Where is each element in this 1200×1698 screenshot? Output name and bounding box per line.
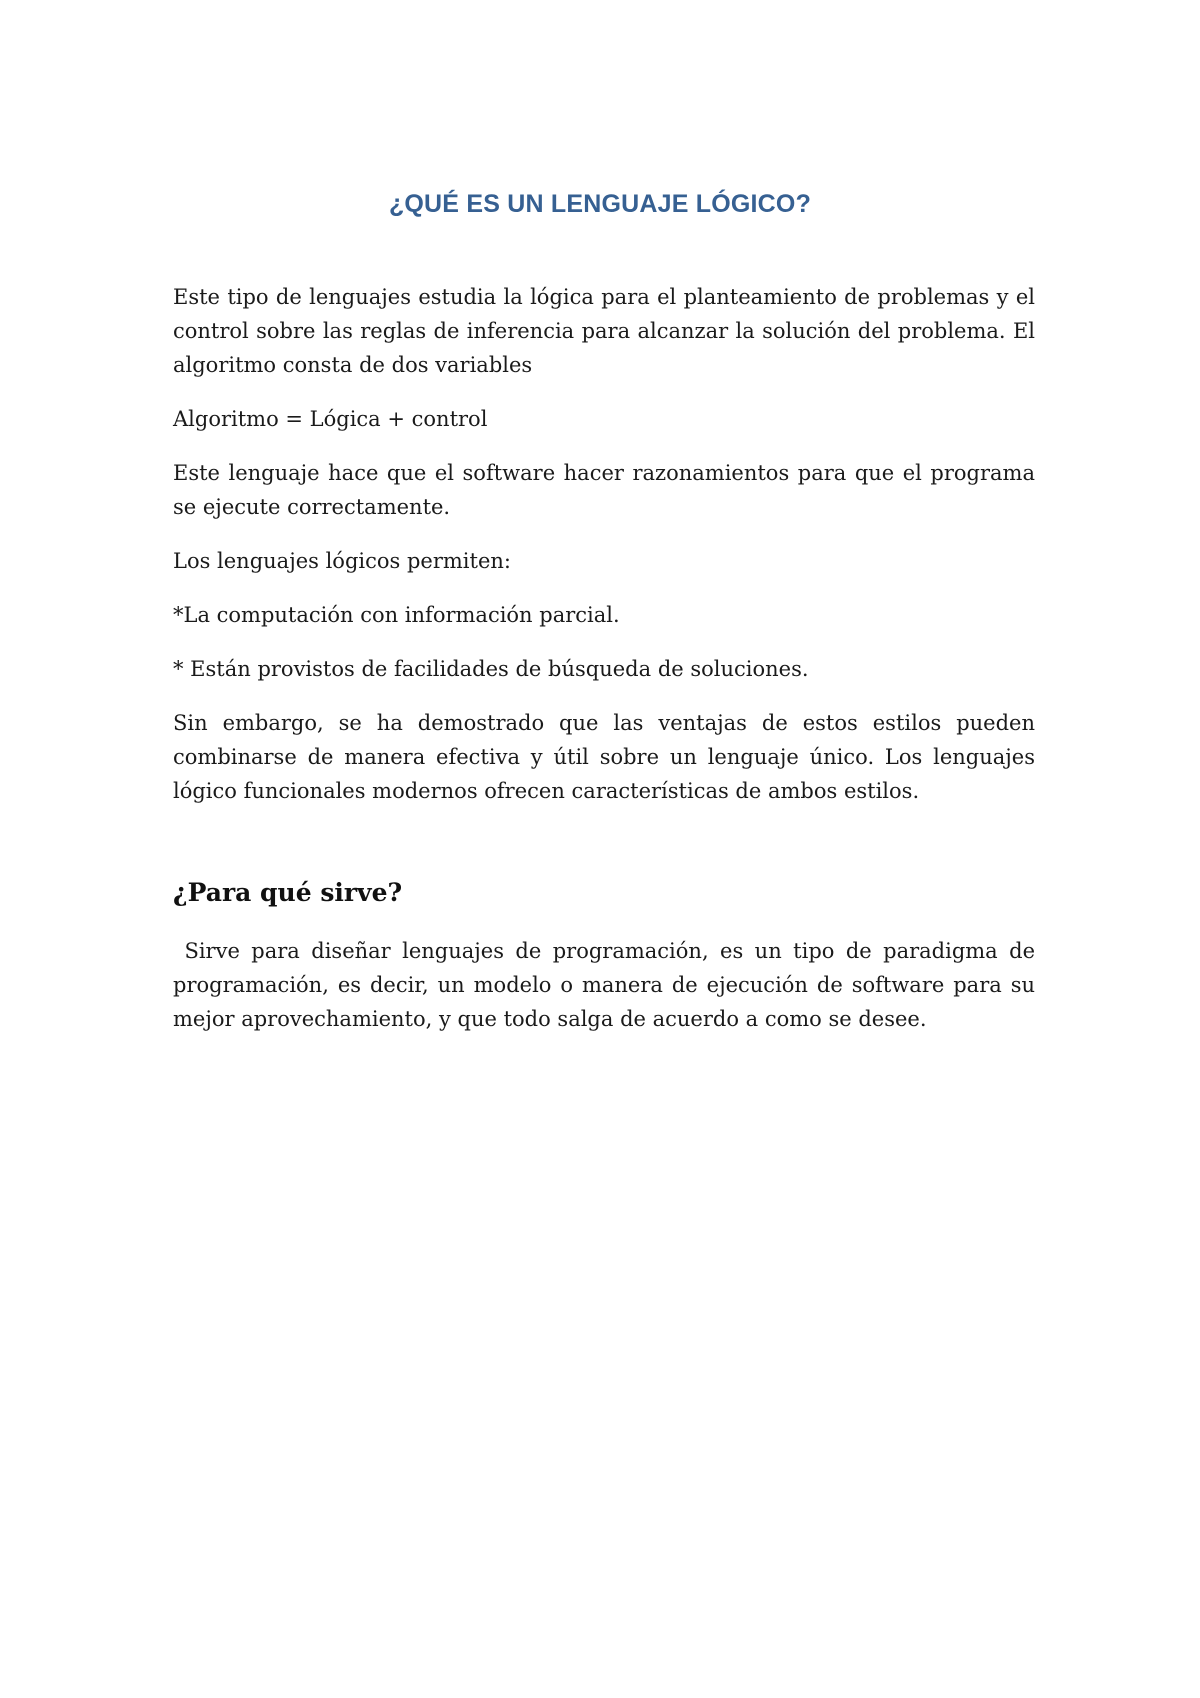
paragraph-intro: Este tipo de lenguajes estudia la lógica para el planteamiento de problemas y el control sobre las reglas de inferencia para alcanzar la solución del problema. El algoritmo consta de dos variables (173, 285, 1035, 377)
section-heading: ¿Para qué sirve? (173, 878, 403, 907)
paragraph-software: Este lenguaje hace que el software hacer razonamientos para que el programa se ejecute correctamente. (173, 461, 1035, 519)
page-title: ¿QUÉ ES UN LENGUAJE LÓGICO? (388, 190, 812, 218)
paragraph-formula: Algoritmo = Lógica + control (173, 407, 488, 431)
bullet-busqueda: * Están provistos de facilidades de búsqueda de soluciones. (173, 657, 809, 681)
paragraph-sin-embargo: Sin embargo, se ha demostrado que las ventajas de estos estilos pueden combinarse de manera efectiva y útil sobre un lenguaje único. Los lenguajes lógico funcionales modernos ofrecen características de ambos estilos. (173, 711, 1035, 803)
bullet-computacion: *La computación con información parcial. (173, 603, 620, 627)
document-body (173, 280, 1042, 1056)
paragraph-sirve: Sirve para diseñar lenguajes de programación, es un tipo de paradigma de programación, es decir, un modelo o manera de ejecución de software para su mejor aprovechamiento, y que todo salga de acuerdo a como se desee. (173, 939, 1042, 1031)
paragraph-permiten: Los lenguajes lógicos permiten: (173, 549, 511, 573)
